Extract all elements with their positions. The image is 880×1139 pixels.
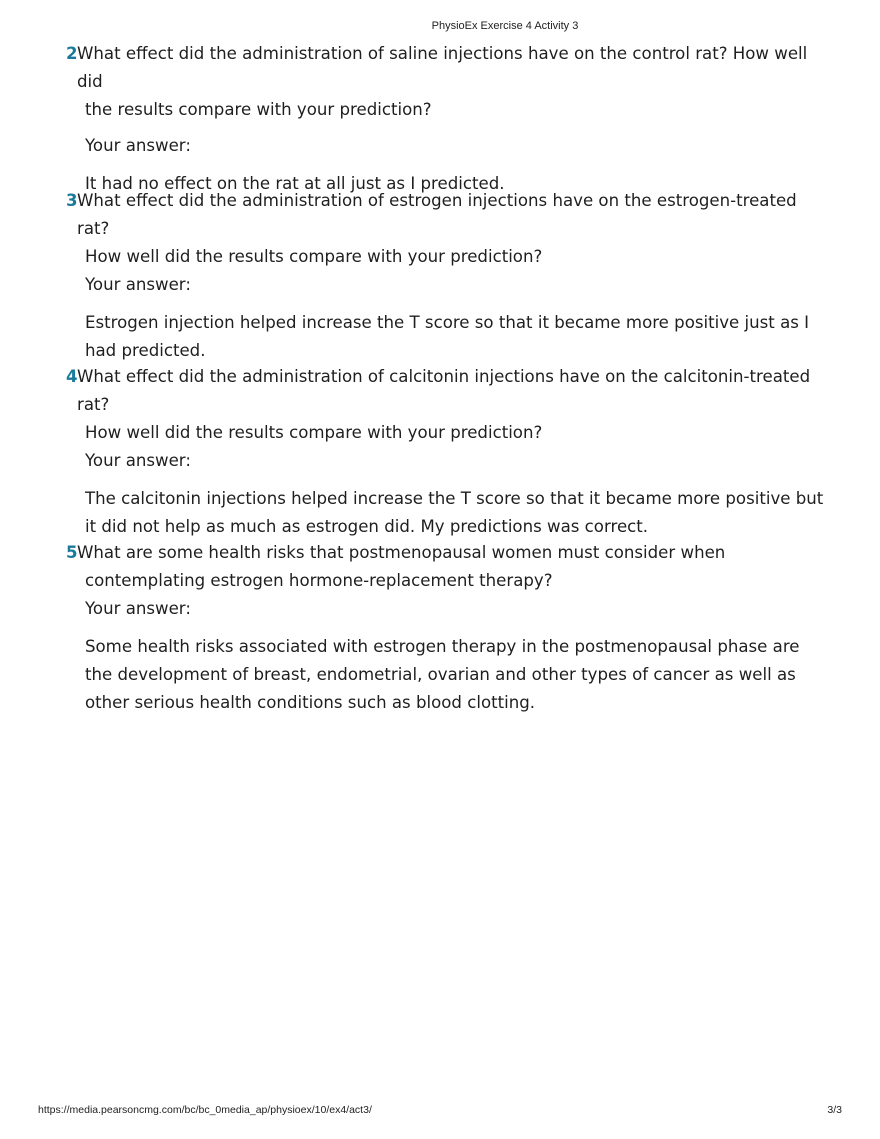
question-5 [0,539,880,717]
question-line-2: How well did the results compare with your prediction? [85,423,543,442]
footer-url: https://media.pearsoncmg.com/bc/bc_0media_ap/physioex/10/ex4/act3/ [38,1104,372,1116]
question-number: 2 [66,44,78,63]
question-line-2: contemplating estrogen hormone-replacement therapy? [85,571,553,590]
question-line-1: What effect did the administration of saline injections have on the control rat? How well did [77,44,808,91]
question-line-2: the results compare with your prediction? [85,100,432,119]
question-line-1: What are some health risks that postmenopausal women must consider when [77,543,726,562]
answer-label: Your answer: [85,599,191,618]
question-line-1: What effect did the administration of calcitonin injections have on the calcitonin-treated rat? [77,367,811,414]
answer-text: The calcitonin injections helped increase the T score so that it became more positive but it did not help as much as estrogen did. My predictions was correct. [85,489,824,536]
answer-text: Some health risks associated with estrogen therapy in the postmenopausal phase are the development of breast, endometrial, ovarian and other types of cancer as well as other serious health conditions such as blood clotting. [85,637,800,712]
answer-label: Your answer: [85,451,191,470]
question-text [0,539,880,595]
question-number: 3 [66,191,78,210]
question-line-1: What effect did the administration of estrogen injections have on the estrogen-treated rat? [77,191,797,238]
answer-text: It had no effect on the rat at all just as I predicted. [85,174,505,193]
question-3 [0,187,880,365]
answer-text: Estrogen injection helped increase the T score so that it became more positive just as I had predicted. [85,313,810,360]
question-text [0,40,880,124]
question-text [0,187,880,271]
answer-label: Your answer: [85,136,191,155]
question-number: 4 [66,367,78,386]
page-header-title: PhysioEx Exercise 4 Activity 3 [431,20,579,32]
question-4 [0,363,880,541]
footer-page-number: 3/3 [827,1104,842,1116]
answer-label: Your answer: [85,275,191,294]
question-line-2: How well did the results compare with your prediction? [85,247,543,266]
question-text [0,363,880,447]
question-2 [0,40,880,198]
question-number: 5 [66,543,78,562]
